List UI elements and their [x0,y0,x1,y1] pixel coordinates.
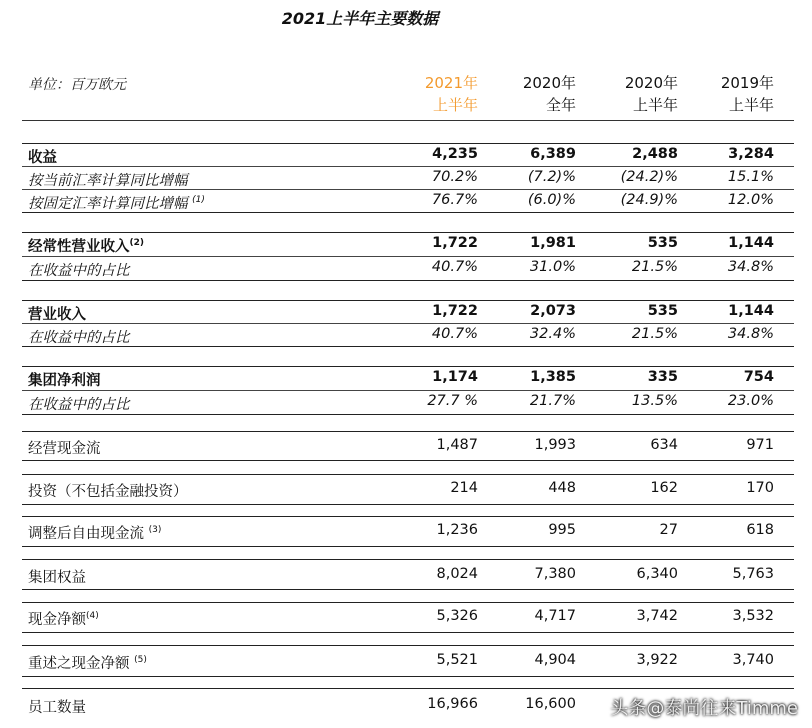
row-value: (6.0)% [527,192,576,208]
row-divider [22,645,794,646]
row-divider [22,346,794,347]
row-value: 535 [647,235,678,251]
row-value: 335 [647,369,678,385]
row-value: 76.7% [431,192,478,208]
row-value: 16,600 [525,696,576,712]
row-divider [22,676,794,677]
table-row-share [22,324,794,346]
table-row-group-equity [22,564,794,586]
row-value: 27 [659,522,678,538]
row-value: 1,722 [432,303,478,319]
row-value: 448 [548,480,576,496]
row-value: 4,235 [432,146,478,162]
row-value: 27.7 % [427,393,478,409]
row-value: 3,284 [728,146,774,162]
table-row-free-cash-flow [22,520,794,542]
column-header-2020-h1 [578,72,678,116]
unit-label: 单位：百万欧元 [28,77,126,93]
row-value: 1,993 [534,437,576,453]
row-value: 7,380 [534,566,576,582]
row-value: 5,521 [436,652,478,668]
watermark-text: 头条@泰尚往来Timme [610,698,798,719]
row-value: 3,532 [732,608,774,624]
row-value: 32.4% [529,326,576,342]
row-value: 21.7% [529,393,576,409]
row-divider [22,546,794,547]
column-header-2021-h1 [378,72,478,116]
row-value: 634 [650,437,678,453]
row-divider [22,602,794,603]
row-divider [22,559,794,560]
column-header-line2: 上半年 [728,96,774,114]
table-row-restated-net-cash [22,650,794,672]
footnote-marker: (3) [148,525,162,536]
row-value: 40.7% [431,326,478,342]
row-value: 170 [746,480,774,496]
row-label: 在收益中的占比 [28,330,130,346]
table-row-investments [22,478,794,500]
row-value: 23.0% [727,393,774,409]
row-value: 34.8% [727,326,774,342]
row-value: 21.5% [631,259,678,275]
row-value: 971 [746,437,774,453]
table-row-net-profit [22,367,794,389]
row-divider [22,280,794,281]
row-value: 535 [647,303,678,319]
row-value: 4,904 [534,652,576,668]
row-label: 经营现金流 [28,441,101,457]
row-value: (7.2)% [527,169,576,185]
row-value: 1,385 [530,369,576,385]
row-value: 16,966 [427,696,478,712]
row-label: 经常性营业收入$^{(2)}$ [28,238,144,255]
row-value: 1,144 [728,235,774,251]
table-row-recurring-income [22,233,794,255]
row-divider [22,414,794,415]
row-label: 集团净利润 [28,373,101,389]
column-header-line2: 上半年 [432,96,478,114]
row-label: 收益 [28,150,57,166]
table-row-revenue [22,144,794,166]
row-value: 1,144 [728,303,774,319]
column-header-2020-fy [476,72,576,116]
row-label: 在收益中的占比 [28,263,130,279]
table-row-growth-current [22,167,794,189]
row-label: 投资（不包括金融投资） [28,484,188,500]
row-value: 3,922 [636,652,678,668]
footnote-marker: (5) [134,655,147,666]
row-divider [22,212,794,213]
row-value: 70.2% [431,169,478,185]
footnote-marker: (2) [129,238,144,249]
row-value: 5,326 [436,608,478,624]
row-divider [22,516,794,517]
row-value: 3,742 [636,608,678,624]
row-value: 2,073 [530,303,576,319]
column-header-2019-h1 [674,72,774,116]
column-header-line1: 2020年 [522,74,576,92]
row-divider [22,474,794,475]
row-value: 1,487 [436,437,478,453]
column-header-line2: 上半年 [632,96,678,114]
row-value: 995 [548,522,576,538]
row-divider [22,589,794,590]
row-divider [22,688,794,689]
row-value: 40.7% [431,259,478,275]
row-label: 现金净额$^{(4)}$ [28,611,99,628]
row-value: 34.8% [727,259,774,275]
row-value: 214 [450,480,478,496]
row-value: 1,236 [436,522,478,538]
row-label: 重述之现金净额 $^{(5)}$ [28,655,147,672]
row-divider [22,431,794,432]
row-divider [22,504,794,505]
row-label: 按当前汇率计算同比增幅 [28,173,188,189]
row-value: 1,174 [432,369,478,385]
footnote-marker: (1) [192,195,205,206]
table-row-operating-cash-flow [22,435,794,457]
table-row-share [22,391,794,413]
page-title: 2021上半年主要数据 [281,9,439,28]
row-value: 15.1% [727,169,774,185]
row-label: 在收益中的占比 [28,397,130,413]
column-header-line1: 2021年 [424,74,478,92]
row-label: 员工数量 [28,700,86,716]
row-value: 21.5% [631,326,678,342]
row-label: 调整后自由现金流 $^{(3)}$ [28,525,162,542]
row-divider [22,460,794,461]
row-value: (24.2)% [620,169,678,185]
row-value: 6,389 [530,146,576,162]
table-row-share [22,257,794,279]
table-row-net-cash [22,606,794,628]
table-row-growth-constant [22,190,794,212]
row-value: 31.0% [529,259,576,275]
row-value: 8,024 [436,566,478,582]
column-header-line2: 全年 [545,96,576,114]
row-value: 3,740 [732,652,774,668]
row-value: 13.5% [631,393,678,409]
column-header-line1: 2019年 [720,74,774,92]
row-label: 营业收入 [28,307,86,323]
row-value: (24.9)% [620,192,678,208]
row-value: 1,981 [530,235,576,251]
row-value: 1,722 [432,235,478,251]
row-value: 5,763 [732,566,774,582]
row-value: 162 [650,480,678,496]
row-value: 12.0% [727,192,774,208]
footnote-marker: (4) [86,611,99,622]
row-value: 754 [743,369,774,385]
row-value: 4,717 [534,608,576,624]
header-divider [22,120,794,121]
row-value: 618 [746,522,774,538]
row-label: 按固定汇率计算同比增幅 $^{(1)}$ [28,195,205,212]
table-row-operating-income [22,301,794,323]
row-divider [22,632,794,633]
column-header-line1: 2020年 [624,74,678,92]
row-value: 6,340 [636,566,678,582]
row-label: 集团权益 [28,570,86,586]
row-value: 2,488 [632,146,678,162]
